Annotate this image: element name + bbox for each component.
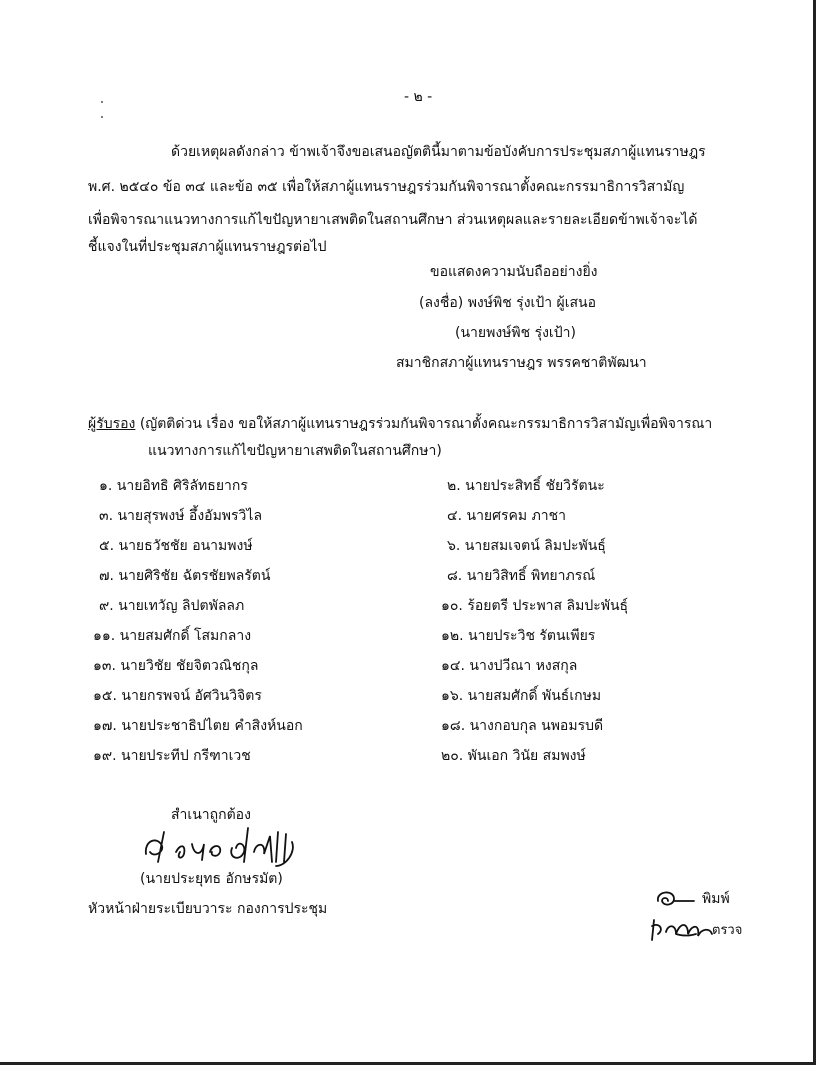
closing-respect: ขอแสดงความนับถืออย่างยิ่ง — [430, 264, 598, 280]
checked-note: ตรวจ — [712, 923, 743, 938]
endorsers-subject-line-1 — [88, 415, 712, 433]
endorser-right-3: ๖. นายสมเจตน์ ลิมปะพันธุ์ — [447, 538, 606, 554]
page-number: - ๒ - — [404, 89, 433, 105]
speck — [101, 101, 103, 103]
endorser-left-4: ๗. นายศิริชัย ฉัตรชัยพลรัตน์ — [99, 568, 271, 584]
body-line-2: พ.ศ. ๒๕๔๐ ข้อ ๓๔ และข้อ ๓๕ เพื่อให้สภาผู้แทนราษฎรร่วมกันพิจารณาตั้งคณะกรรมาธิการวิสามัญ — [88, 179, 685, 195]
speck — [101, 116, 103, 118]
endorser-left-6: ๑๑. นายสมศักดิ์ โสมกลาง — [93, 628, 252, 644]
body-line-4: ชี้แจงในที่ประชุมสภาผู้แทนราษฎรต่อไป — [88, 239, 327, 255]
endorsers-subject-1: (ญัตติด่วน เรื่อง ขอให้สภาผู้แทนราษฎรร่วมกันพิจารณาตั้งคณะกรรมาธิการวิสามัญเพื่อพิจารณา — [135, 416, 713, 432]
endorser-left-9: ๑๗. นายประชาธิปไตย คำสิงห์นอก — [93, 718, 303, 734]
body-line-1: ด้วยเหตุผลดังกล่าว ข้าพเจ้าจึงขอเสนอญัตตินี้มาตามข้อบังคับการประชุมสภาผู้แทนราษฎร — [171, 144, 706, 160]
endorser-right-4: ๘. นายวิสิทธิ์ พิทยาภรณ์ — [447, 568, 596, 584]
body-line-3: เพื่อพิจารณาแนวทางการแก้ไขปัญหายาเสพติดในสถานศึกษา ส่วนเหตุผลและรายละเอียดข้าพเจ้าจะได้ — [88, 212, 698, 228]
certifier-signature — [136, 822, 316, 872]
endorsers-subject-line-2: แนวทางการแก้ไขปัญหายาเสพติดในสถานศึกษา) — [148, 443, 442, 459]
typed-note: พิมพ์ — [702, 891, 730, 907]
checker-initial — [646, 914, 718, 944]
endorser-right-6: ๑๒. นายประวิช รัตนเพียร — [441, 628, 596, 644]
closing-signed: (ลงชื่อ) พงษ์พิช รุ่งเป้า ผู้เสนอ — [419, 295, 597, 311]
endorser-left-8: ๑๕. นายกรพจน์ อัศวินวิจิตร — [93, 688, 262, 704]
endorser-left-10: ๑๙. นายประทีป กรีฑาเวช — [93, 748, 251, 764]
typist-initial — [652, 887, 696, 911]
certifier-title: หัวหน้าฝ่ายระเบียบวาระ กองการประชุม — [88, 901, 328, 917]
endorser-left-7: ๑๓. นายวิชัย ชัยจิตวณิชกุล — [93, 658, 259, 674]
endorser-right-5: ๑๐. ร้อยตรี ประพาส ลิมปะพันธุ์ — [441, 598, 629, 614]
closing-name: (นายพงษ์พิช รุ่งเป้า) — [455, 325, 576, 341]
endorser-right-8: ๑๖. นายสมศักดิ์ พันธ์เกษม — [441, 688, 602, 704]
endorser-right-10: ๒๐. พันเอก วินัย สมพงษ์ — [441, 748, 586, 764]
endorsers-heading: ผู้รับรอง — [88, 416, 136, 432]
endorser-right-9: ๑๘. นางกอบกุล นพอมรบดี — [441, 718, 604, 734]
closing-position: สมาชิกสภาผู้แทนราษฎร พรรคชาติพัฒนา — [396, 355, 647, 371]
endorser-right-7: ๑๔. นางปวีณา หงสกุล — [441, 658, 578, 674]
certified-copy-label: สำเนาถูกต้อง — [171, 807, 251, 823]
endorser-right-1: ๒. นายประสิทธิ์ ชัยวิรัตนะ — [447, 478, 605, 494]
endorser-left-5: ๙. นายเทวัญ ลิปตพัลลภ — [99, 598, 245, 614]
endorser-right-2: ๔. นายศรคม ภาชา — [447, 508, 567, 524]
endorser-left-2: ๓. นายสุรพงษ์ อึ้งอัมพรวิไล — [99, 508, 263, 524]
endorser-left-1: ๑. นายอิทธิ ศิริลัทธยากร — [99, 478, 248, 494]
certifier-name: (นายประยุทธ อักษรมัต) — [140, 871, 283, 887]
endorser-left-3: ๕. นายธวัชชัย อนามพงษ์ — [99, 538, 253, 554]
